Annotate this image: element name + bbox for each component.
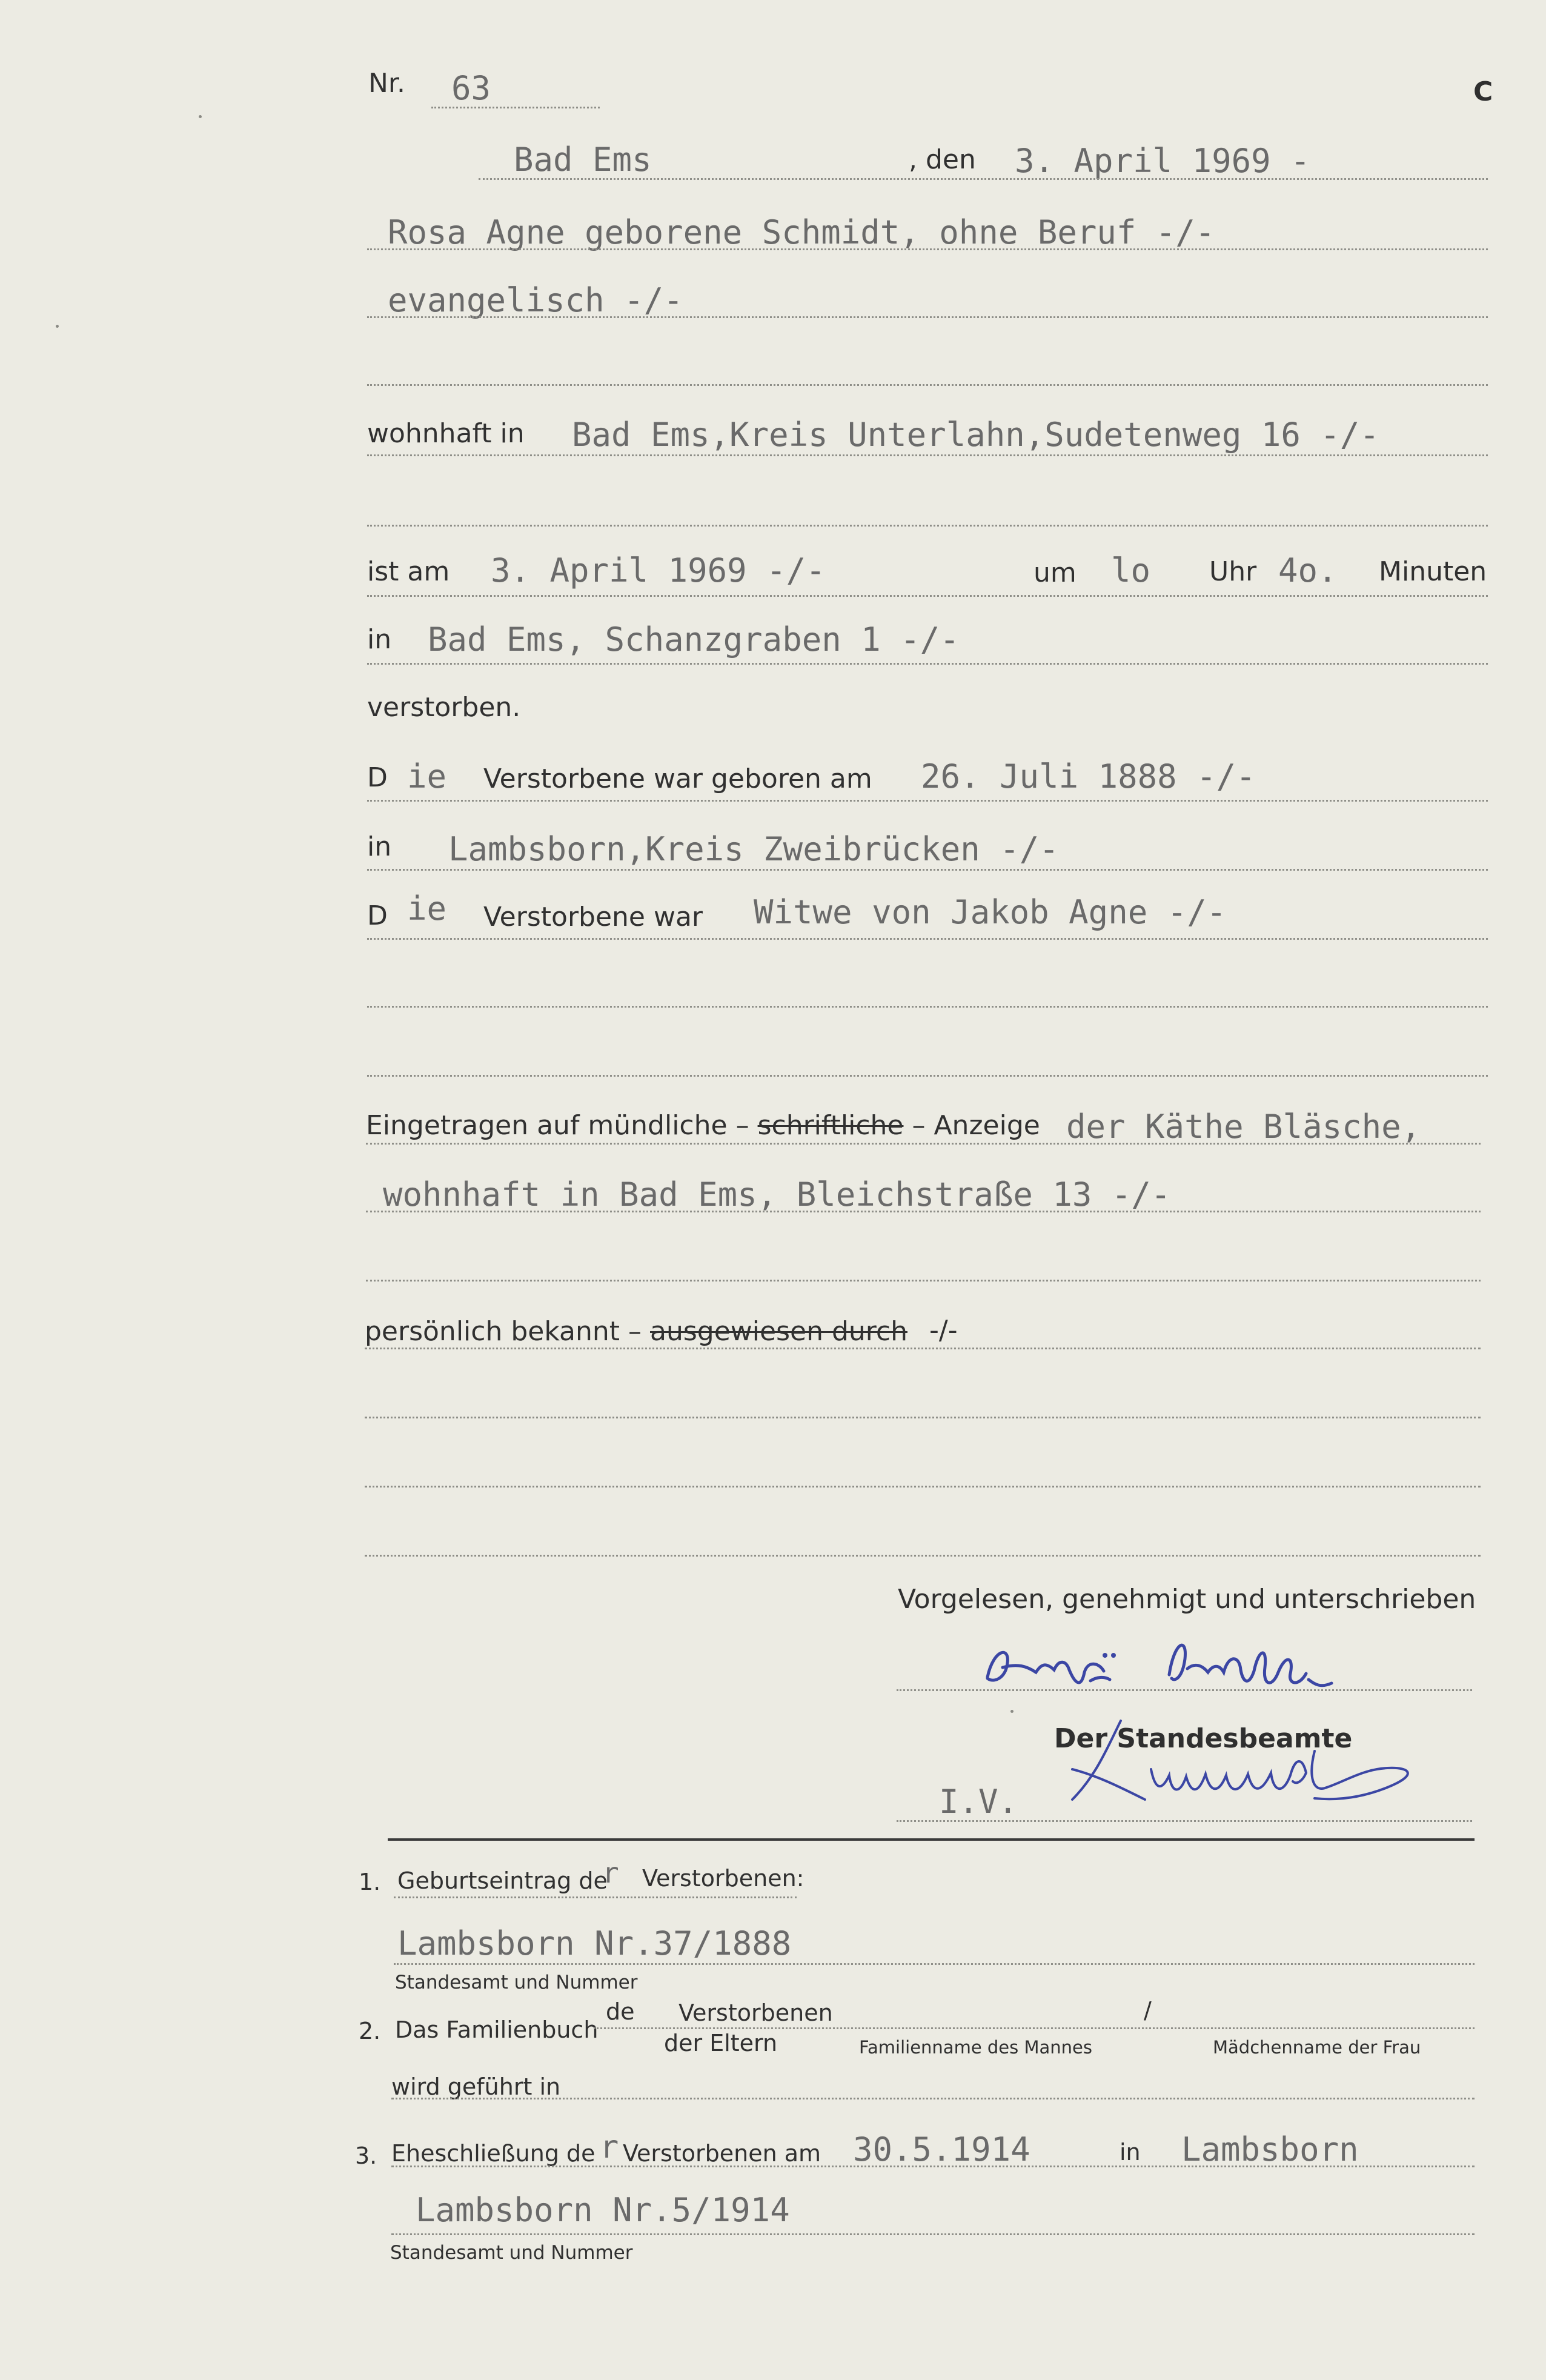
- place-of-record: Bad Ems: [514, 141, 652, 179]
- item2-slash: /: [1144, 1997, 1152, 2024]
- informant-signature: [969, 1630, 1381, 1703]
- dotted-line: [365, 1486, 1481, 1488]
- item3-number: 3.: [355, 2142, 377, 2169]
- d-label: D: [367, 900, 388, 931]
- item3-value: Lambsborn Nr.5/1914: [416, 2191, 790, 2229]
- item1-label: Geburtseintrag de: [397, 1867, 608, 1894]
- item2-caption-mann: Familienname des Mannes: [859, 2037, 1092, 2058]
- wohnhaft-label: wohnhaft in: [367, 418, 525, 449]
- dotted-line: [367, 938, 1488, 940]
- minuten-label: Minuten: [1379, 556, 1487, 587]
- paper-speck: [1010, 1710, 1014, 1713]
- item3-r: r: [600, 2129, 619, 2166]
- item2-gefuehrt: wird geführt in: [391, 2073, 561, 2100]
- identity-label: [365, 1316, 907, 1347]
- item1-caption: Standesamt und Nummer: [395, 1972, 638, 1993]
- dotted-line: [367, 248, 1488, 250]
- section-separator: [388, 1838, 1475, 1841]
- birth-label: Verstorbene war geboren am: [483, 763, 872, 794]
- dotted-line: [366, 1143, 1481, 1145]
- dotted-line: [367, 316, 1488, 318]
- dotted-line: [365, 1417, 1481, 1418]
- dotted-line: [391, 2233, 1475, 2235]
- dotted-line: [367, 454, 1488, 456]
- um-label: um: [1033, 557, 1077, 588]
- dotted-line: [367, 869, 1488, 871]
- identity-value: -/-: [929, 1315, 958, 1346]
- dotted-line: [391, 2098, 1475, 2099]
- item1-label-b: Verstorbenen:: [642, 1865, 805, 1892]
- corner-letter: C: [1473, 76, 1493, 107]
- item1-number: 1.: [359, 1869, 381, 1895]
- birth-date: 26. Juli 1888 -/-: [921, 757, 1256, 796]
- item3-in: in: [1120, 2139, 1141, 2166]
- ie-typed: ie: [407, 889, 447, 928]
- death-hour: lo: [1111, 551, 1151, 590]
- status-label: Verstorbene war: [483, 902, 703, 932]
- bekannt-text: persönlich bekannt –: [365, 1316, 642, 1347]
- dotted-line: [431, 107, 600, 108]
- item1-value: Lambsborn Nr.37/1888: [397, 1924, 792, 1963]
- informant-address: wohnhaft in Bad Ems, Bleichstraße 13 -/-: [383, 1175, 1171, 1214]
- verstorben-label: verstorben.: [367, 692, 521, 723]
- entry-number: 63: [451, 69, 491, 107]
- ie-typed: ie: [407, 757, 447, 796]
- schriftliche-struck: schriftliche: [757, 1110, 904, 1141]
- dotted-line: [367, 384, 1488, 386]
- item3-caption: Standesamt und Nummer: [390, 2242, 633, 2264]
- item2-label: Das Familienbuch: [395, 2016, 599, 2043]
- dotted-line: [366, 1211, 1481, 1212]
- paper-speck: [56, 325, 59, 328]
- death-date: 3. April 1969 -/-: [491, 551, 826, 590]
- anzeige-text: – Anzeige: [912, 1110, 1040, 1141]
- death-place: Bad Ems, Schanzgraben 1 -/-: [428, 620, 960, 659]
- religion: evangelisch -/-: [388, 281, 683, 319]
- nr-label: Nr.: [368, 68, 405, 99]
- eingetragen-text: Eingetragen auf mündliche –: [366, 1110, 749, 1141]
- dotted-line: [367, 595, 1488, 597]
- dotted-line: [367, 525, 1488, 527]
- dotted-line: [394, 1963, 1475, 1965]
- den-label: , den: [909, 144, 976, 175]
- item2-verstorbenen: Verstorbenen: [678, 1999, 833, 2026]
- dotted-line: [367, 1006, 1488, 1008]
- item2-de: de: [606, 1998, 635, 2025]
- dotted-line: [479, 178, 1488, 180]
- uhr-label: Uhr: [1209, 556, 1257, 587]
- in-label: in: [367, 624, 392, 655]
- item3-label-b: Verstorbenen am: [623, 2140, 821, 2167]
- item1-r: r: [602, 1856, 619, 1889]
- eingetragen-label: [366, 1110, 1040, 1141]
- dotted-line: [366, 1280, 1481, 1281]
- marriage-date: 30.5.1914: [853, 2130, 1030, 2169]
- registrar-signature: [1048, 1697, 1436, 1818]
- marital-status: Witwe von Jakob Agne -/-: [754, 893, 1227, 931]
- dotted-line: [391, 2166, 1475, 2167]
- ausgewiesen-struck: ausgewiesen durch: [650, 1316, 907, 1347]
- d-label: D: [367, 762, 388, 793]
- deceased-name: Rosa Agne geborene Schmidt, ohne Beruf -/-: [388, 213, 1215, 251]
- record-date: 3. April 1969 -: [1015, 142, 1310, 180]
- marriage-place: Lambsborn: [1181, 2130, 1359, 2169]
- dotted-line: [897, 1820, 1472, 1822]
- ist-am-label: ist am: [367, 556, 450, 587]
- dotted-line: [367, 1075, 1488, 1077]
- item2-caption-frau: Mädchenname der Frau: [1213, 2037, 1421, 2058]
- residence-value: Bad Ems,Kreis Unterlahn,Sudetenweg 16 -/-: [572, 416, 1379, 454]
- dotted-line: [897, 1689, 1472, 1691]
- item2-eltern: der Eltern: [664, 2030, 778, 2056]
- in-label: in: [367, 831, 392, 862]
- item2-number: 2.: [359, 2018, 381, 2044]
- dotted-line: [367, 800, 1488, 802]
- iv-label: I.V.: [939, 1783, 1018, 1821]
- paper-speck: [199, 115, 202, 118]
- informant-name: der Käthe Bläsche,: [1066, 1108, 1421, 1146]
- vorgelesen-text: Vorgelesen, genehmigt und unterschrieben: [898, 1584, 1476, 1615]
- death-minutes: 4o.: [1278, 551, 1338, 590]
- dotted-line: [365, 1348, 1481, 1349]
- dotted-line: [594, 2027, 1475, 2029]
- dotted-line: [394, 1896, 797, 1898]
- registrar-label: Der Standesbeamte: [1054, 1723, 1353, 1754]
- item3-label: Eheschließung de: [391, 2140, 596, 2167]
- birth-place: Lambsborn,Kreis Zweibrücken -/-: [448, 830, 1059, 868]
- dotted-line: [365, 1555, 1481, 1557]
- dotted-line: [367, 663, 1488, 665]
